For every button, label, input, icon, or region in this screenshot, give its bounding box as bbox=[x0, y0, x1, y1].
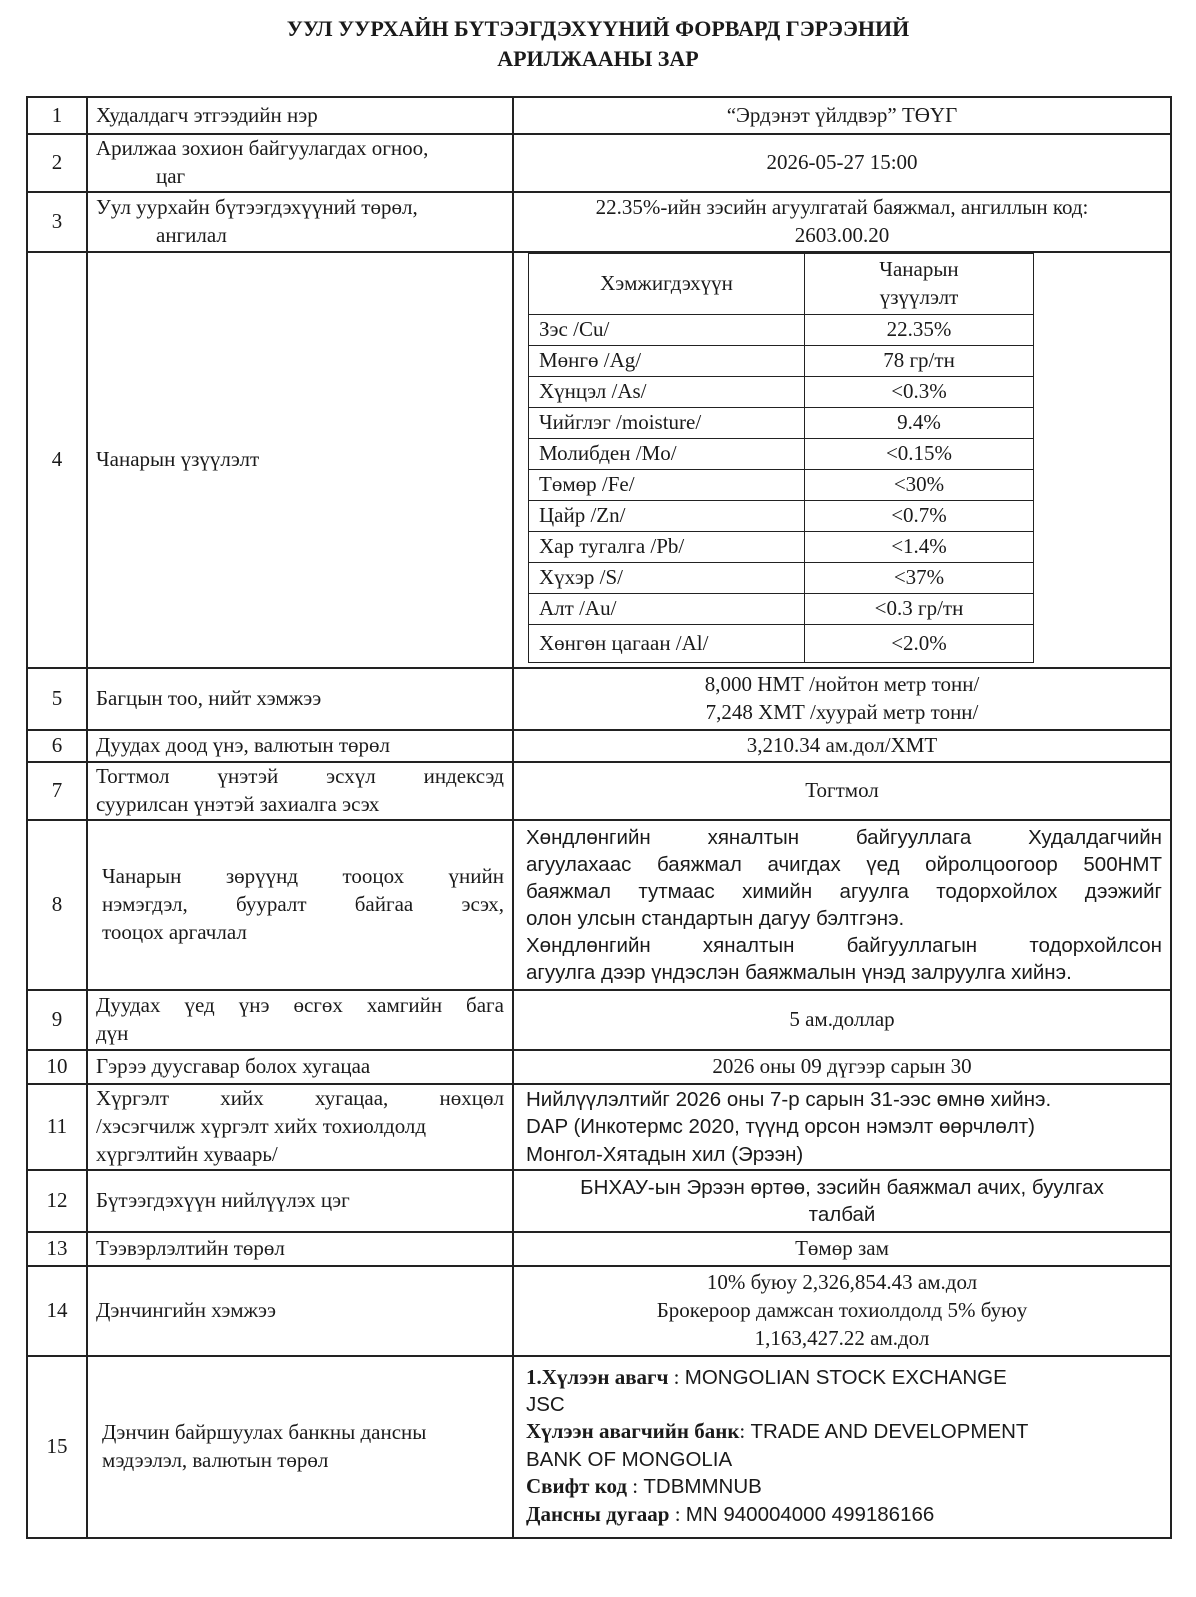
row-number: 12 bbox=[27, 1170, 87, 1232]
row-value-line: 7,248 ХМТ /хуурай метр тонн/ bbox=[705, 700, 979, 724]
row-label-line: тооцох аргачлал bbox=[102, 919, 247, 944]
table-row bbox=[27, 990, 1171, 1050]
quality-row bbox=[529, 501, 1034, 532]
row-value-line: Хөндлөнгийн хяналтын байгууллагын тодорхойлсон bbox=[526, 934, 1162, 958]
row-number: 15 bbox=[27, 1356, 87, 1538]
quality-value: <37% bbox=[805, 563, 1034, 594]
row-label: Бүтээгдэхүүн нийлүүлэх цэг bbox=[87, 1170, 513, 1232]
row-value-line: 10% буюу 2,326,854.43 ам.дол bbox=[706, 1270, 978, 1295]
swift-line: Свифт код : TDBMMNUB bbox=[526, 1474, 762, 1499]
row-label bbox=[87, 134, 513, 192]
row-label-line: Арилжаа зохион байгуулагдах огноо, bbox=[96, 136, 429, 161]
row-number: 14 bbox=[27, 1266, 87, 1356]
row-label bbox=[87, 762, 513, 820]
row-number: 1 bbox=[27, 97, 87, 134]
quality-name: Хүнцэл /As/ bbox=[529, 377, 805, 408]
row-label-line: суурилсан үнэтэй захиалга эсэх bbox=[96, 792, 380, 816]
quality-header-value bbox=[805, 254, 1034, 315]
quality-row bbox=[529, 625, 1034, 663]
quality-value: <0.7% bbox=[805, 501, 1034, 532]
row-value-line: баяжмал тутмаас химийн агуулга тодорхойлох дээжийг bbox=[526, 879, 1162, 903]
quality-header-value-line: Чанарын bbox=[879, 257, 959, 282]
row-value-line: Брокероор дамжсан тохиолдолд 5% буюу bbox=[656, 1298, 1028, 1323]
row-label bbox=[87, 990, 513, 1050]
row-value: “Эрдэнэт үйлдвэр” ТӨҮГ bbox=[513, 97, 1171, 134]
table-row bbox=[27, 192, 1171, 252]
row-value-line: талбай bbox=[808, 1203, 876, 1226]
swift-value: TDBMMNUB bbox=[643, 1475, 762, 1499]
row-label: Дэнчингийн хэмжээ bbox=[87, 1266, 513, 1356]
row-label-line: хүргэлтийн хуваарь/ bbox=[96, 1141, 278, 1166]
row-value-line: 22.35%-ийн зэсийн агуулгатай баяжмал, ангиллын код: bbox=[595, 195, 1089, 220]
row-value bbox=[513, 1170, 1171, 1232]
quality-name: Хөнгөн цагаан /Al/ bbox=[529, 625, 805, 663]
quality-value: 9.4% bbox=[805, 408, 1034, 439]
row-number: 8 bbox=[27, 820, 87, 990]
row-value-line: 8,000 НМТ /нойтон метр тонн/ bbox=[704, 672, 980, 697]
quality-row bbox=[529, 594, 1034, 625]
table-row bbox=[27, 1356, 1171, 1538]
quality-row bbox=[529, 439, 1034, 470]
row-value-line: олон улсын стандартын дагуу бэлтгэнэ. bbox=[526, 907, 905, 930]
row-number: 9 bbox=[27, 990, 87, 1050]
quality-value: <0.3% bbox=[805, 377, 1034, 408]
row-label-line: Хүргэлт хийх хугацаа, нөхцөл bbox=[96, 1086, 504, 1111]
quality-name: Зэс /Cu/ bbox=[529, 315, 805, 346]
row-value-line: 2603.00.20 bbox=[794, 223, 890, 247]
row-number: 10 bbox=[27, 1050, 87, 1084]
row-label-line: Тогтмол үнэтэй эсхүл индексэд bbox=[96, 764, 504, 789]
row-number: 13 bbox=[27, 1232, 87, 1266]
quality-value: <2.0% bbox=[805, 625, 1034, 663]
title-line-1: УУЛ УУРХАЙН БҮТЭЭГДЭХҮҮНИЙ ФОРВАРД ГЭРЭЭНИЙ bbox=[286, 16, 910, 41]
row-value-line: Хөндлөнгийн хяналтын байгууллага Худалдагчийн bbox=[526, 825, 1162, 849]
row-label: Багцын тоо, нийт хэмжээ bbox=[87, 668, 513, 730]
bank-account-info bbox=[513, 1356, 1171, 1538]
row-number: 11 bbox=[27, 1084, 87, 1170]
table-row bbox=[27, 1084, 1171, 1170]
row-label-line: дүн bbox=[96, 1021, 129, 1045]
row-label: Дуудах доод үнэ, валютын төрөл bbox=[87, 730, 513, 762]
quality-name: Молибден /Mo/ bbox=[529, 439, 805, 470]
quality-row bbox=[529, 470, 1034, 501]
row-label: Гэрээ дуусгавар болох хугацаа bbox=[87, 1050, 513, 1084]
row-label-line: Дуудах үед үнэ өсгөх хамгийн бага bbox=[96, 993, 504, 1018]
row-value-line: агуулахаас баяжмал ачигдах үед ойролцоогоор 500НМТ bbox=[526, 852, 1162, 876]
row-label-line: нэмэгдэл, бууралт байгаа эсэх, bbox=[102, 892, 504, 917]
row-label bbox=[87, 1356, 513, 1538]
quality-spec-table bbox=[528, 253, 1034, 663]
row-value bbox=[513, 1266, 1171, 1356]
row-label: Чанарын үзүүлэлт bbox=[87, 252, 513, 668]
row-label: Худалдагч этгээдийн нэр bbox=[87, 97, 513, 134]
row-label bbox=[87, 192, 513, 252]
table-row bbox=[27, 1170, 1171, 1232]
title-line-2: АРИЛЖААНЫ ЗАР bbox=[497, 45, 699, 71]
quality-header-value-line: үзүүлэлт bbox=[879, 285, 959, 309]
row-label-line: мэдээлэл, валютын төрөл bbox=[102, 1448, 329, 1472]
row-value-line: Монгол-Хятадын хил (Эрээн) bbox=[526, 1142, 804, 1166]
document-title bbox=[0, 14, 1196, 73]
table-row bbox=[27, 668, 1171, 730]
row-label-line: Дэнчин байршуулах банкны дансны bbox=[102, 1420, 427, 1445]
account-line: Дансны дугаар : MN 940004000 499186166 bbox=[526, 1501, 935, 1526]
quality-name: Алт /Au/ bbox=[529, 594, 805, 625]
row-value-line: DAP (Инкотермс 2020, түүнд орсон нэмэлт өөрчлөлт) bbox=[526, 1115, 1035, 1139]
account-value: MN 940004000 499186166 bbox=[685, 1502, 935, 1526]
row-value: Тогтмол bbox=[513, 762, 1171, 820]
row-label: Тээвэрлэлтийн төрөл bbox=[87, 1232, 513, 1266]
quality-header-row bbox=[529, 254, 1034, 315]
bank-label: Хүлээн авагчийн банк bbox=[526, 1419, 740, 1444]
table-row bbox=[27, 1050, 1171, 1084]
row-number: 2 bbox=[27, 134, 87, 192]
quality-row bbox=[529, 315, 1034, 346]
row-number: 4 bbox=[27, 252, 87, 668]
table-row bbox=[27, 252, 1171, 668]
row-value: 2026 оны 09 дүгээр сарын 30 bbox=[513, 1050, 1171, 1084]
quality-name: Төмөр /Fe/ bbox=[529, 470, 805, 501]
quality-row bbox=[529, 408, 1034, 439]
auction-notice-table bbox=[26, 96, 1172, 1539]
row-value: Төмөр зам bbox=[513, 1232, 1171, 1266]
quality-name: Цайр /Zn/ bbox=[529, 501, 805, 532]
table-row bbox=[27, 820, 1171, 990]
bank-line: Хүлээн авагчийн банк: TRADE AND DEVELOPMENT bbox=[526, 1419, 1029, 1444]
swift-label: Свифт код bbox=[526, 1474, 628, 1499]
quality-row bbox=[529, 563, 1034, 594]
bank-value-line2: BANK OF MONGOLIA bbox=[526, 1448, 733, 1471]
row-label-line: /хэсэгчилж хүргэлт хийх тохиолдолд bbox=[96, 1114, 427, 1139]
quality-value: <0.15% bbox=[805, 439, 1034, 470]
row-value-line: агуулга дээр үндэслэн баяжмалын үнэд залруулга хийнэ. bbox=[526, 961, 1072, 985]
row-value bbox=[513, 252, 1171, 668]
row-value: 5 ам.доллар bbox=[513, 990, 1171, 1050]
row-label-line: Уул уурхайн бүтээгдэхүүний төрөл, bbox=[96, 195, 418, 220]
quality-name: Хар тугалга /Pb/ bbox=[529, 532, 805, 563]
quality-value: <0.3 гр/тн bbox=[805, 594, 1034, 625]
quality-value: <30% bbox=[805, 470, 1034, 501]
quality-name: Чийглэг /moisture/ bbox=[529, 408, 805, 439]
row-value-line: 1,163,427.22 ам.дол bbox=[754, 1325, 930, 1350]
row-number: 6 bbox=[27, 730, 87, 762]
quality-name: Хүхэр /S/ bbox=[529, 563, 805, 594]
beneficiary-value-line2: JSC bbox=[526, 1393, 565, 1417]
quality-value: 78 гр/тн bbox=[805, 346, 1034, 377]
table-row bbox=[27, 730, 1171, 762]
beneficiary-line: 1.Хүлээн авагч : MONGOLIAN STOCK EXCHANGE bbox=[526, 1364, 1007, 1389]
table-row bbox=[27, 97, 1171, 134]
row-value bbox=[513, 668, 1171, 730]
row-number: 7 bbox=[27, 762, 87, 820]
row-value: 3,210.34 ам.дол/ХМТ bbox=[513, 730, 1171, 762]
row-value: 2026-05-27 15:00 bbox=[513, 134, 1171, 192]
row-label bbox=[87, 1084, 513, 1170]
row-value bbox=[513, 820, 1171, 990]
row-label bbox=[87, 820, 513, 990]
quality-row bbox=[529, 346, 1034, 377]
row-value bbox=[513, 192, 1171, 252]
bank-value: TRADE AND DEVELOPMENT bbox=[750, 1420, 1029, 1444]
row-value-line: Нийлүүлэлтийг 2026 оны 7-р сарын 31-ээс өмнө хийнэ. bbox=[526, 1088, 1052, 1112]
row-label-line: цаг bbox=[156, 164, 186, 188]
table-row bbox=[27, 1232, 1171, 1266]
quality-value: <1.4% bbox=[805, 532, 1034, 563]
row-label-line: ангилал bbox=[156, 223, 227, 247]
quality-row bbox=[529, 532, 1034, 563]
quality-value: 22.35% bbox=[805, 315, 1034, 346]
quality-name: Мөнгө /Ag/ bbox=[529, 346, 805, 377]
beneficiary-value: MONGOLIAN STOCK EXCHANGE bbox=[684, 1365, 1007, 1389]
row-label-line: Чанарын зөрүүнд тооцох үнийн bbox=[102, 864, 504, 889]
account-label: Дансны дугаар bbox=[526, 1501, 670, 1526]
row-number: 3 bbox=[27, 192, 87, 252]
table-row bbox=[27, 134, 1171, 192]
table-row bbox=[27, 762, 1171, 820]
row-value bbox=[513, 1084, 1171, 1170]
table-row bbox=[27, 1266, 1171, 1356]
quality-row bbox=[529, 377, 1034, 408]
quality-header-name: Хэмжигдэхүүн bbox=[529, 254, 805, 315]
beneficiary-label: 1.Хүлээн авагч bbox=[526, 1364, 669, 1389]
row-number: 5 bbox=[27, 668, 87, 730]
row-value-line: БНХАУ-ын Эрээн өртөө, зэсийн баяжмал ачих, буулгах bbox=[580, 1175, 1104, 1199]
